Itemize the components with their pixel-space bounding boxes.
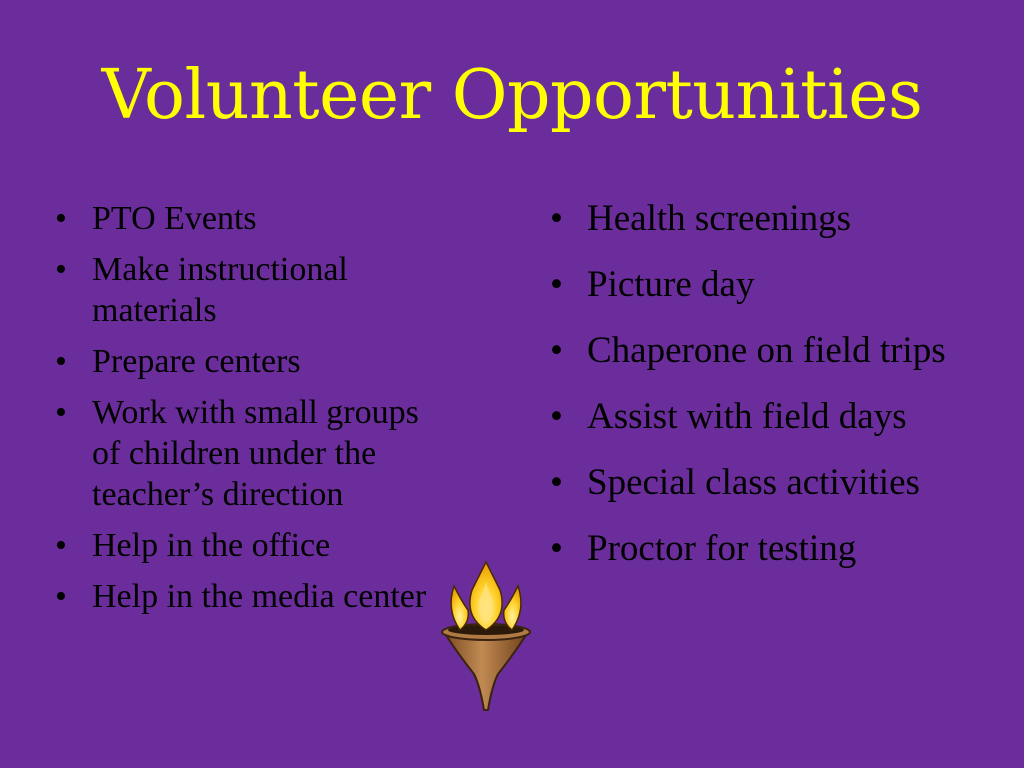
left-bullet-list (55, 198, 445, 627)
list-item (550, 324, 990, 377)
list-item (550, 522, 990, 575)
list-item-text: Prepare centers (92, 343, 301, 380)
bullet-icon: • (55, 578, 67, 615)
list-item (550, 390, 990, 443)
flame-right (504, 586, 521, 630)
bullet-icon: • (55, 394, 67, 431)
list-item (55, 249, 445, 331)
list-item-text: Work with small groups of children under the teacher’s direction (92, 394, 419, 513)
list-item (55, 392, 445, 515)
bullet-icon: • (55, 527, 67, 564)
list-item (55, 198, 445, 239)
right-bullet-list (550, 192, 990, 588)
list-item-text: Picture day (587, 264, 755, 305)
bullet-icon: • (550, 528, 563, 569)
list-item-text: Make instructional materials (92, 251, 348, 329)
list-item-text: Chaperone on field trips (587, 330, 946, 371)
bullet-icon: • (55, 200, 67, 237)
bullet-icon: • (550, 198, 563, 239)
list-item-text: Help in the media center (92, 578, 427, 615)
bullet-icon: • (550, 330, 563, 371)
list-item (550, 456, 990, 509)
list-item-text: Assist with field days (587, 396, 907, 437)
flame-left (451, 586, 468, 630)
list-item-text: PTO Events (92, 200, 257, 237)
slide-title: Volunteer Opportunities (101, 56, 923, 135)
bullet-icon: • (550, 396, 563, 437)
list-item (55, 525, 445, 566)
list-item-text: Proctor for testing (587, 528, 857, 569)
list-item (55, 576, 445, 617)
list-item-text: Special class activities (587, 462, 920, 503)
list-item-text: Help in the office (92, 527, 331, 564)
list-item (550, 258, 990, 311)
list-item (550, 192, 990, 245)
list-item (55, 341, 445, 382)
bullet-icon: • (55, 343, 67, 380)
torch-icon (438, 558, 534, 716)
bullet-icon: • (55, 251, 67, 288)
bullet-icon: • (550, 264, 563, 305)
bullet-icon: • (550, 462, 563, 503)
list-item-text: Health screenings (587, 198, 852, 239)
